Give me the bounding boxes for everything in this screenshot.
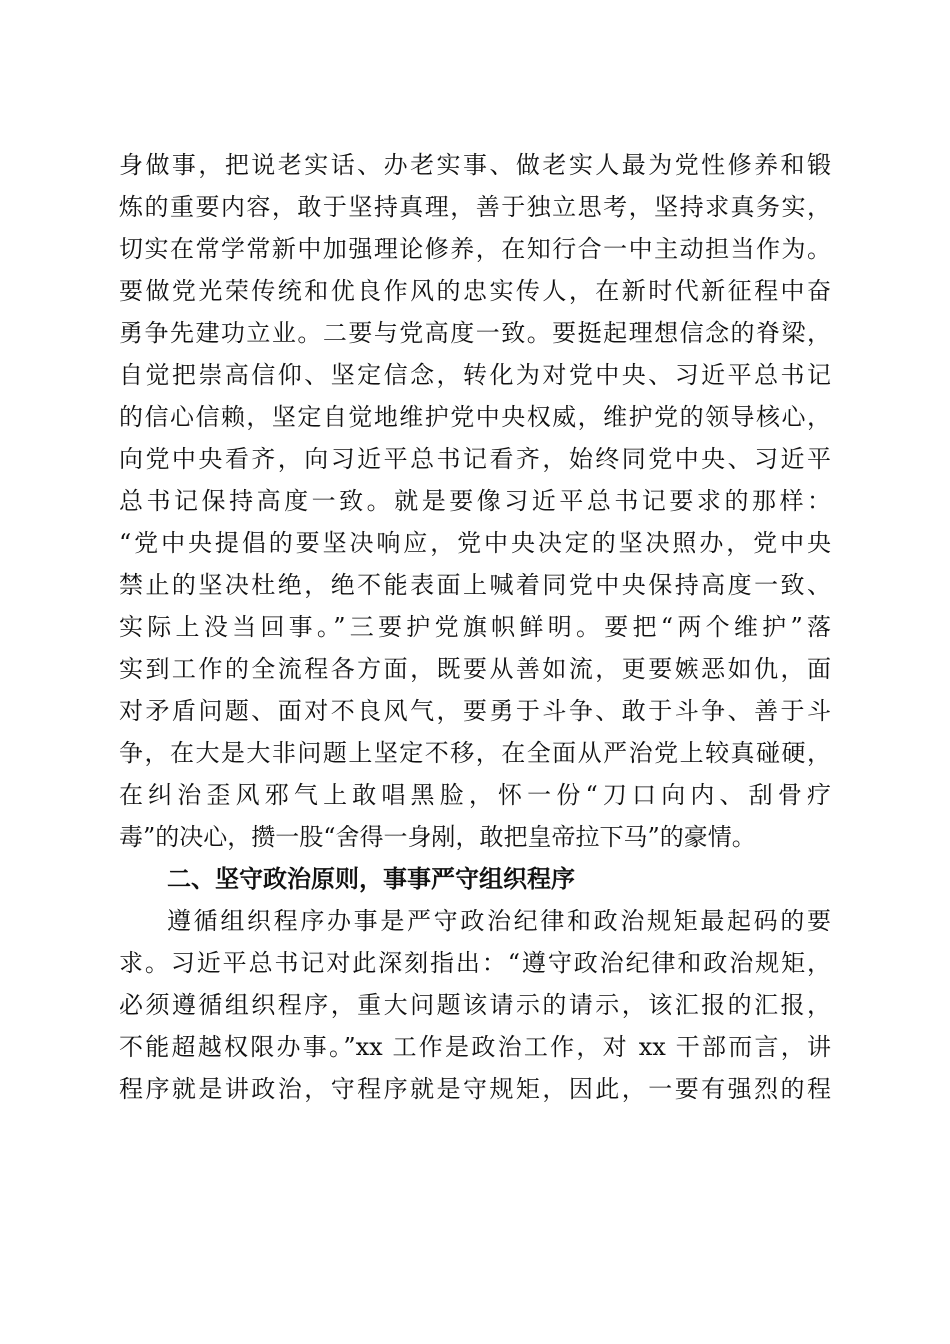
text-line: 的信心信赖，坚定自觉地维护党中央权威，维护党的领导核心，	[119, 403, 831, 431]
text-line: 实际上没当回事。”三要护党旗帜鲜明。要把“两个维护”落	[119, 613, 831, 641]
text-line: 向党中央看齐，向习近平总书记看齐，始终同党中央、习近平	[119, 445, 831, 473]
text-line: 在纠治歪风邪气上敢唱黑脸，怀一份“刀口向内、刮骨疗	[119, 781, 831, 809]
text-line: 必须遵循组织程序，重大问题该请示的请示，该汇报的汇报，	[119, 991, 831, 1019]
text-line: 毒”的决心，攒一股“舍得一身剐，敢把皇帝拉下马”的豪情。	[119, 823, 756, 851]
text-line: 争，在大是大非问题上坚定不移，在全面从严治党上较真碰硬，	[119, 739, 831, 767]
section-heading: 二、坚守政治原则，事事严守组织程序	[167, 865, 575, 893]
document-body	[119, 144, 831, 1110]
text-line: 不能超越权限办事。”xx 工作是政治工作，对 xx 干部而言，讲	[119, 1033, 831, 1061]
text-line: “党中央提倡的要坚决响应，党中央决定的坚决照办，党中央	[119, 529, 831, 557]
text-line: 求。习近平总书记对此深刻指出：“遵守政治纪律和政治规矩，	[119, 949, 831, 977]
text-line: 要做党光荣传统和优良作风的忠实传人，在新时代新征程中奋	[119, 277, 831, 305]
text-line: 勇争先建功立业。二要与党高度一致。要挺起理想信念的脊梁，	[119, 319, 831, 347]
text-line: 程序就是讲政治，守程序就是守规矩，因此，一要有强烈的程	[119, 1075, 831, 1103]
text-line: 总书记保持高度一致。就是要像习近平总书记要求的那样：	[119, 487, 831, 515]
text-line: 实到工作的全流程各方面，既要从善如流，更要嫉恶如仇，面	[119, 655, 831, 683]
text-line: 切实在常学常新中加强理论修养，在知行合一中主动担当作为。	[119, 235, 831, 263]
text-line: 遵循组织程序办事是严守政治纪律和政治规矩最起码的要	[167, 907, 831, 935]
text-line: 炼的重要内容，敢于坚持真理，善于独立思考，坚持求真务实，	[119, 193, 831, 221]
text-line: 禁止的坚决杜绝，绝不能表面上喊着同党中央保持高度一致、	[119, 571, 831, 599]
text-line: 对矛盾问题、面对不良风气，要勇于斗争、敢于斗争、善于斗	[119, 697, 831, 725]
text-line: 自觉把崇高信仰、坚定信念，转化为对党中央、习近平总书记	[119, 361, 831, 389]
text-line: 身做事，把说老实话、办老实事、做老实人最为党性修养和锻	[119, 151, 831, 179]
